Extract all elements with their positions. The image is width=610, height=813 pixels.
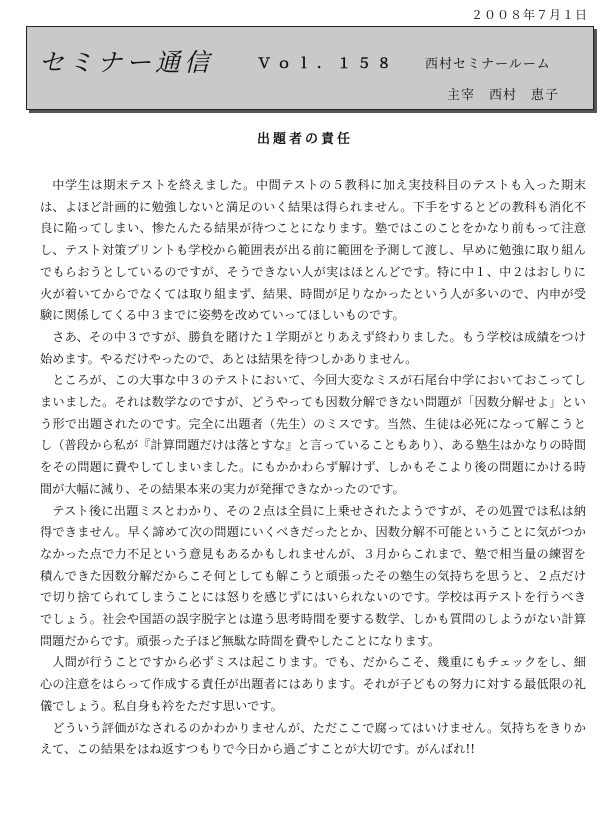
article-title: 出題者の責任: [256, 132, 353, 147]
paragraph: 人間が行うことですから必ずミスは起こります。でも、だからこそ、幾重にもチェックをし、細心の注意をはらって作成する責任が出題者にはあります。それが子どもの努力に対する最低限の礼儀でしょう。私自身も衿をただす思いです。: [40, 655, 586, 713]
newsletter-title: セミナー通信: [39, 48, 214, 77]
paragraph: テスト後に出題ミスとわかり、その２点は全員に上乗せされたようですが、その処置では私は納得できません。早く諦めて次の問題にいくべきだったとか、因数分解不可能ということに気がつかなかった点で力不足という意見もあるかもしれませんが、３月からこれまで、塾で相当量の練習を積んできた因数分解だからこそ何としても解こうと頑張ったその塾生の気持ちを思うと、２点だけで切り捨てられてしまうことには怒りを感じずにはいられないのです。学校は再テストを行うべきでしょう。社会や国語の誤字脱字とは違う思考時間を要する数学、しかも質問のしようがない計算問題だからです。頑張った子ほど無駄な時間を費やしたことになります。: [40, 503, 586, 648]
paragraph: 中学生は期末テストを終えました。中間テストの５教科に加え実技科目のテストも入った期末は、よほど計画的に勉強しないと満足のいく結果は得られません。下手をするとどの教科も消化不良に陥ってしまい、惨たんたる結果が待つことになります。塾ではこのことをかなり前もって注意し、テスト対策プリントも学校から範囲表が出る前に範囲を予測して渡し、早めに勉強に取り組んでもらおうとしているのですが、そうできない人が実はほとんどです。特に中１、中２はおしりに火が着いてからでなくては取り組まず、結果、時間が足りなかったという人が多いので、内申が受験に関係してくる中３までに姿勢を改めていってほしいものです。: [40, 178, 586, 323]
paragraph: さあ、その中３ですが、勝負を賭けた１学期がとりあえず終わりました。もう学校は成績をつけ始めます。やるだけやったので、あとは結果を待つしかありません。: [40, 329, 586, 366]
editor-name: 主宰 西村 恵子: [447, 88, 560, 103]
organization-name: 西村セミナールーム: [425, 57, 551, 72]
paragraph: どういう評価がなされるのかわかりませんが、ただここで腐ってはいけません。気持ちをきりかえて、この結果をはね返すつもりで今日から過ごすことが大切です。がんばれ!!: [40, 720, 586, 757]
volume-number: Ｖｏｌ．１５８: [257, 56, 397, 72]
issue-date: ２００８年７月１日: [470, 8, 588, 22]
article-body: [40, 175, 586, 761]
newsletter-header: [26, 26, 594, 110]
paragraph: ところが、この大事な中３のテストにおいて、今回大変なミスが石尾台中学においておこってしまいました。それは数学なのですが、どうやっても因数分解できない問題が「因数分解せよ」という形で出題されたのです。完全に出題者（先生）のミスです。当然、生徒は必死になって解こうとし（普段から私が『計算問題だけは落とすな』と言っていることもあり）、ある塾生はかなりの時間をその問題に費やしてしまいました。にもかかわらず解けず、しかもそこより後の問題にかける時間が大幅に減り、その結果本来の実力が発揮できなかったのです。: [40, 373, 586, 496]
